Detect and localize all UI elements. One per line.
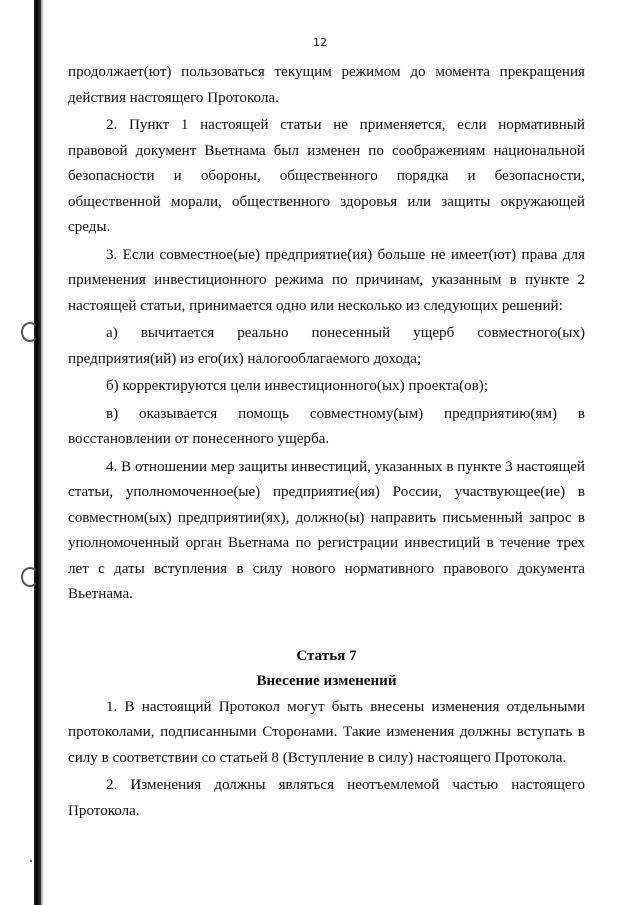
binding-edge-shadow	[41, 0, 44, 905]
punch-hole-icon	[21, 322, 39, 342]
punch-hole-icon	[21, 567, 39, 587]
paragraph-continuation: продолжает(ют) пользоваться текущим режимом до момента прекращения действия настоящего Протокола.	[68, 64, 585, 106]
binding-edge	[34, 0, 41, 905]
page-number: 12	[313, 36, 327, 49]
subpoint-b: б) корректируются цели инвестиционного(ых) проекта(ов);	[106, 378, 489, 394]
article-subtitle: Внесение изменений	[256, 673, 397, 689]
article-paragraph-1: 1. В настоящий Протокол могут быть внесены изменения отдельными протоколами, подписанными Сторонами. Такие изменения должны вступать в силу в соответствии со статьей 8 (Вступление в силу) настоящего Протокола.	[68, 698, 585, 766]
article-paragraph-2: 2. Изменения должны являться неотъемлемой частью настоящего Протокола.	[68, 777, 585, 819]
document-body	[68, 60, 585, 826]
subpoint-a: а) вычитается реально понесенный ущерб совместного(ых) предприятия(ий) из его(их) налогооблагаемого дохода;	[68, 325, 585, 367]
paragraph-point-2: 2. Пункт 1 настоящей статьи не применяется, если нормативный правовой документ Вьетнама был изменен по соображениям национальной безопасности и обороны, общественного порядка и безопасности, общественной морали, общественного здоровья или защиты окружающей среды.	[68, 117, 585, 235]
paragraph-point-3: 3. Если совместное(ые) предприятие(ия) больше не имеет(ют) права для применения инвестиционного режима по причинам, указанным в пункте 2 настоящей статьи, принимается одно или несколько из следующих решений:	[68, 246, 585, 314]
scan-speck	[30, 860, 32, 862]
article-title: Статья 7	[296, 647, 357, 664]
subpoint-v: в) оказывается помощь совместному(ым) предприятию(ям) в восстановлении от понесенного ущерба.	[68, 405, 585, 447]
paragraph-point-4: 4. В отношении мер защиты инвестиций, указанных в пункте 3 настоящей статьи, уполномоченное(ые) предприятие(ия) России, участвующее(ие) в совместном(ых) предприятии(ях), должно(ы) направить письменный запрос в уполномоченный орган Вьетнама по регистрации инвестиций в течение трех лет с даты вступления в силу нового нормативного правового документа Вьетнама.	[68, 458, 585, 602]
